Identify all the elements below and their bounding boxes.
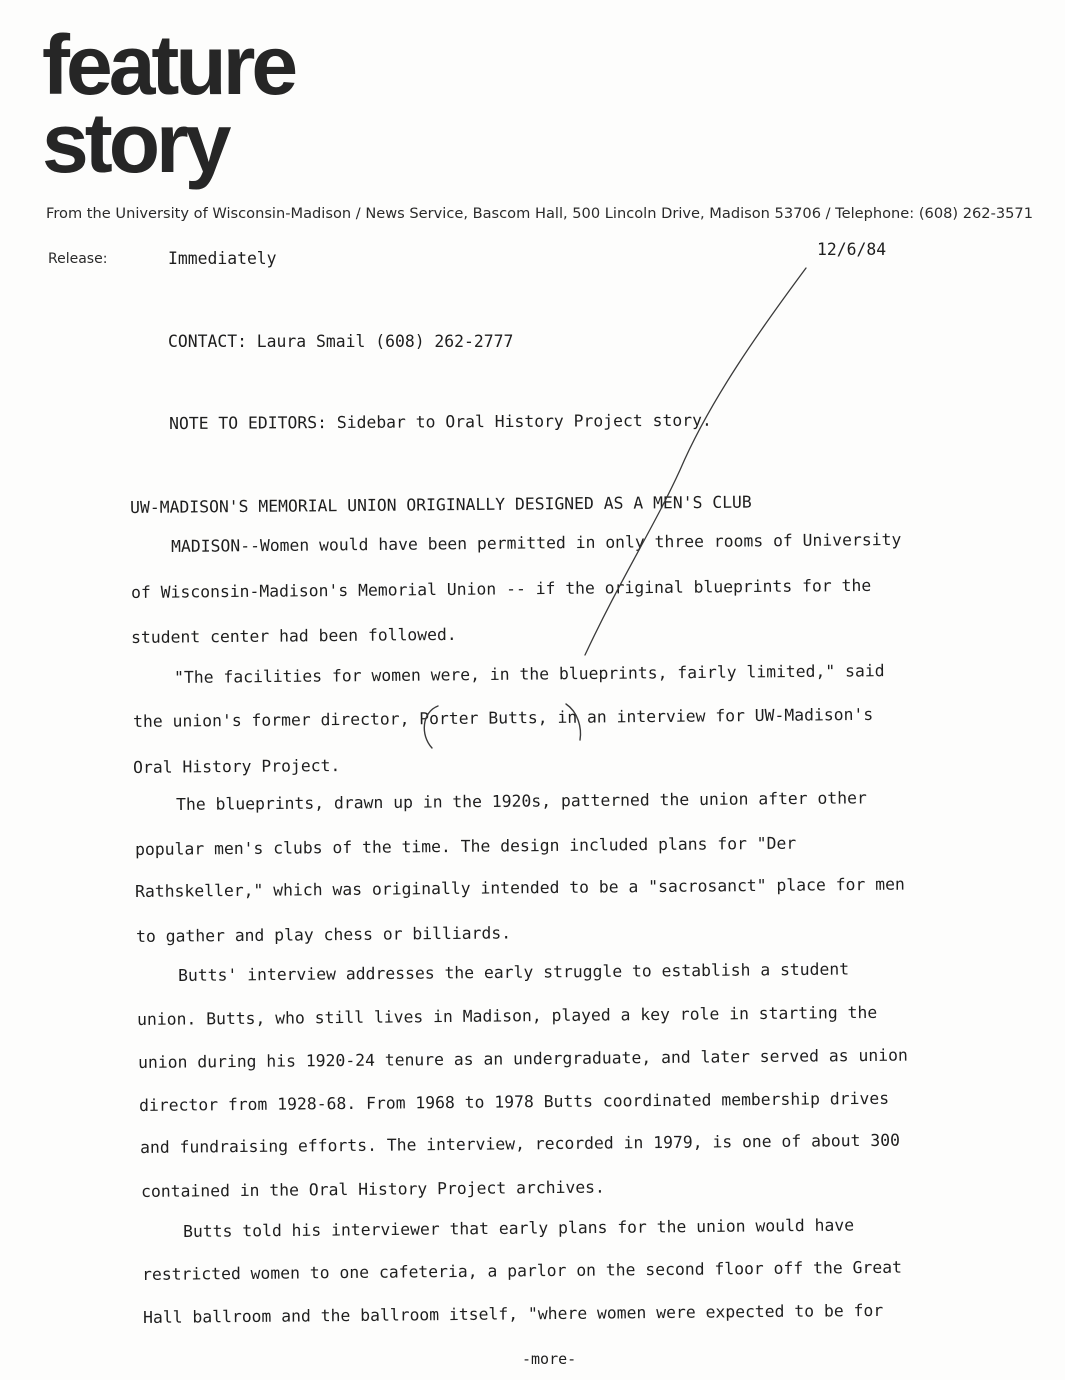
body-line: of Wisconsin-Madison's Memorial Union -- if the original blueprints for the: [131, 575, 872, 602]
body-line: and fundraising efforts. The interview, recorded in 1979, is one of about 300: [140, 1130, 900, 1157]
body-line: MADISON--Women would have been permitted in only three rooms of University: [171, 529, 902, 556]
release-value: Immediately: [168, 249, 277, 268]
body-line: "The facilities for women were, in the blueprints, fairly limited," said: [174, 661, 885, 687]
body-line: student center had been followed.: [131, 624, 457, 647]
body-line: restricted women to one cafeteria, a parlor on the second floor off the Great: [142, 1257, 902, 1284]
release-label: Release:: [48, 251, 108, 267]
masthead-line-feature: feature: [42, 18, 295, 112]
body-line: popular men's clubs of the time. The design included plans for "Der: [135, 833, 797, 859]
body-line: The blueprints, drawn up in the 1920s, patterned the union after other: [176, 788, 867, 814]
masthead-logo: [42, 18, 295, 190]
body-line: Oral History Project.: [133, 756, 341, 777]
note-to-editors: NOTE TO EDITORS: Sidebar to Oral History Project story.: [169, 410, 712, 433]
more-continuation-marker: -more-: [522, 1350, 577, 1368]
masthead-line-story: story: [42, 96, 228, 190]
body-line: to gather and play chess or billiards.: [136, 923, 512, 946]
body-line: union during his 1920-24 tenure as an undergraduate, and later served as union: [138, 1045, 908, 1072]
body-line: Hall ballroom and the ballroom itself, "where women were expected to be for: [143, 1300, 884, 1327]
body-line: Butts' interview addresses the early struggle to establish a student: [178, 959, 850, 985]
body-line: director from 1928-68. From 1968 to 1978 Butts coordinated membership drives: [139, 1088, 890, 1115]
body-line: Rathskeller," which was originally intended to be a "sacrosanct" place for men: [135, 874, 905, 901]
body-line: Butts told his interviewer that early plans for the union would have: [183, 1215, 855, 1241]
sender-address-line: From the University of Wisconsin-Madison / News Service, Bascom Hall, 500 Lincoln Drive, Madison 53706 / Telephone: (608) 262-3571: [46, 205, 1033, 222]
release-date: 12/6/84: [817, 240, 887, 259]
body-line: the union's former director, Porter Butts, in an interview for UW-Madison's: [133, 704, 874, 731]
contact-line: CONTACT: Laura Smail (608) 262-2777: [168, 332, 514, 351]
body-line: contained in the Oral History Project archives.: [141, 1177, 605, 1201]
story-headline: UW-MADISON'S MEMORIAL UNION ORIGINALLY DESIGNED AS A MEN'S CLUB: [130, 492, 752, 517]
body-line: union. Butts, who still lives in Madison, played a key role in starting the: [137, 1002, 878, 1029]
